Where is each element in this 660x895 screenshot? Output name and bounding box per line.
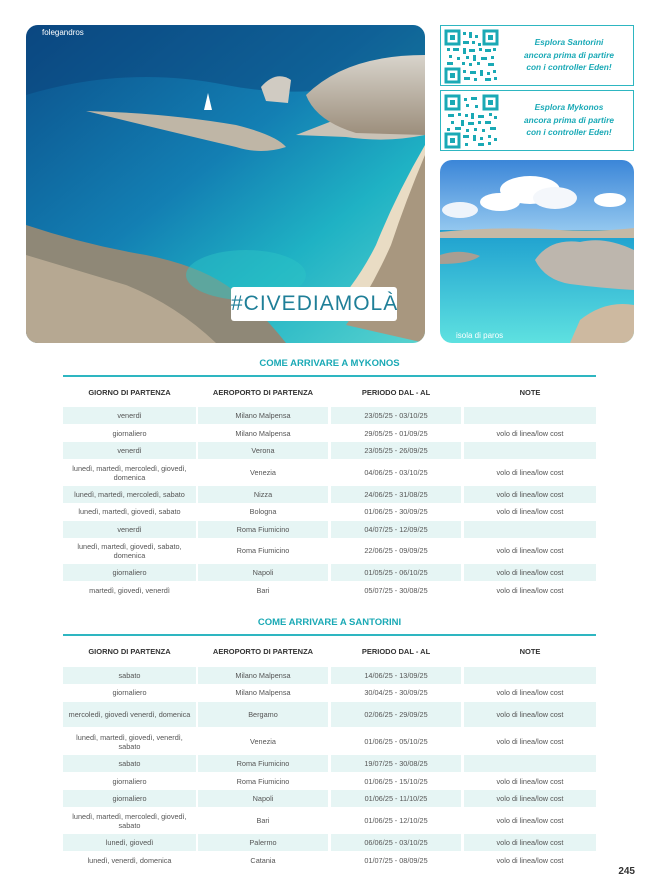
cell-airport: Nizza <box>198 486 328 503</box>
mykonos-table-header <box>63 388 596 404</box>
table-row <box>63 538 596 563</box>
table-row <box>63 564 596 581</box>
cell-period: 01/06/25 - 12/10/25 <box>364 816 428 825</box>
qr-box-mykonos[interactable] <box>440 90 634 151</box>
cell-period: 01/06/25 - 15/10/25 <box>364 777 428 786</box>
header-departure-airport: AEROPORTO DI PARTENZA <box>212 388 314 397</box>
cell-notes: volo di linea/low cost <box>464 564 596 581</box>
cell-airport: Bari <box>256 586 270 595</box>
cell-notes <box>464 442 596 459</box>
cell-period: 23/05/25 - 03/10/25 <box>331 407 461 424</box>
folegandros-caption: folegandros <box>42 28 84 37</box>
cell-period: 05/07/25 - 30/08/25 <box>364 586 428 595</box>
cell-airport: Napoli <box>198 564 328 581</box>
cell-notes: volo di linea/low cost <box>496 856 564 865</box>
cell-notes: volo di linea/low cost <box>496 507 564 516</box>
cell-departure-day: giornaliero <box>112 688 147 697</box>
table-row <box>63 834 596 851</box>
cell-period: 19/07/25 - 30/08/25 <box>331 755 461 772</box>
header-departure-airport: AEROPORTO DI PARTENZA <box>212 647 314 656</box>
table-row <box>63 755 596 772</box>
table-row <box>63 442 596 459</box>
cell-airport: Venezia <box>250 737 276 746</box>
cell-notes: volo di linea/low cost <box>496 586 564 595</box>
paros-caption: isola di paros <box>456 331 504 340</box>
cell-period: 06/06/25 - 03/10/25 <box>331 834 461 851</box>
cell-departure-day: lunedì, martedì, mercoledì, sabato <box>63 486 196 503</box>
cell-notes <box>464 407 596 424</box>
cell-airport: Milano Malpensa <box>198 667 328 684</box>
santorini-table-header <box>63 647 596 663</box>
paros-illustration <box>440 160 634 343</box>
cell-period: 01/06/25 - 05/10/25 <box>364 737 428 746</box>
header-notes: NOTE <box>519 647 541 656</box>
cell-notes <box>464 667 596 684</box>
table-row <box>63 486 596 503</box>
cell-notes: volo di linea/low cost <box>496 688 564 697</box>
table-row <box>63 729 596 754</box>
cell-airport: Bari <box>256 816 270 825</box>
cell-departure-day: martedì, giovedì, venerdì <box>89 586 170 595</box>
cell-period: 29/05/25 - 01/09/25 <box>364 429 428 438</box>
cell-period: 02/06/25 - 29/09/25 <box>331 702 461 727</box>
cell-period: 01/05/25 - 06/10/25 <box>331 564 461 581</box>
cell-airport: Roma Fiumicino <box>236 777 290 786</box>
cell-departure-day: lunedì, martedì, mercoledì, giovedì, domenica <box>72 463 187 482</box>
qr-text-santorini: Esplora Santorini ancora prima di partire con i controller Eden! <box>524 37 614 73</box>
cell-airport: Bologna <box>249 507 277 516</box>
cell-notes: volo di linea/low cost <box>464 702 596 727</box>
cell-departure-day: mercoledì, giovedì venerdì, domenica <box>63 702 196 727</box>
cell-period: 24/06/25 - 31/08/25 <box>331 486 461 503</box>
header-departure-day: GIORNO DI PARTENZA <box>88 388 171 397</box>
table-row <box>63 702 596 727</box>
folegandros-photo <box>26 25 425 343</box>
paros-photo <box>440 160 634 343</box>
header-notes: NOTE <box>519 388 541 397</box>
cell-departure-day: giornaliero <box>112 777 147 786</box>
cell-departure-day: lunedì, martedì, mercoledì, giovedì, sabato <box>72 811 187 830</box>
cell-notes: volo di linea/low cost <box>464 486 596 503</box>
santorini-divider <box>63 634 596 636</box>
cell-period: 01/06/25 - 11/10/25 <box>331 790 461 807</box>
cell-period: 04/06/25 - 03/10/25 <box>364 468 428 477</box>
cell-period: 01/06/25 - 30/09/25 <box>364 507 428 516</box>
header-period: PERIODO DAL - AL <box>361 647 431 656</box>
cell-departure-day: lunedì, venerdì, domenica <box>87 856 172 865</box>
cell-airport: Palermo <box>198 834 328 851</box>
cell-departure-day: lunedì, martedì, giovedì, sabato, domenica <box>77 541 182 560</box>
cell-notes: volo di linea/low cost <box>464 790 596 807</box>
cell-notes: volo di linea/low cost <box>496 816 564 825</box>
cell-departure-day: lunedì, martedì, giovedì, venerdì, sabato <box>76 732 183 751</box>
cell-period: 01/07/25 - 08/09/25 <box>364 856 428 865</box>
cell-airport: Roma Fiumicino <box>198 521 328 538</box>
table-row <box>63 460 596 485</box>
cell-airport: Milano Malpensa <box>198 407 328 424</box>
mykonos-divider <box>63 375 596 377</box>
cell-departure-day: venerdì <box>63 442 196 459</box>
cell-departure-day: venerdì <box>63 407 196 424</box>
cell-departure-day: lunedì, giovedì <box>63 834 196 851</box>
cell-notes: volo di linea/low cost <box>496 546 564 555</box>
cell-airport: Roma Fiumicino <box>198 755 328 772</box>
table-row <box>63 407 596 424</box>
table-row <box>63 667 596 684</box>
cell-notes: volo di linea/low cost <box>496 737 564 746</box>
cell-period: 30/04/25 - 30/09/25 <box>364 688 428 697</box>
mykonos-section-title: COME ARRIVARE A MYKONOS <box>259 358 400 369</box>
cell-departure-day: sabato <box>63 755 196 772</box>
santorini-section-title: COME ARRIVARE A SANTORINI <box>257 617 402 628</box>
cell-period: 14/06/25 - 13/09/25 <box>331 667 461 684</box>
cell-notes <box>464 755 596 772</box>
cell-period: 22/06/25 - 09/09/25 <box>364 546 428 555</box>
cell-airport: Verona <box>198 442 328 459</box>
cell-notes: volo di linea/low cost <box>496 429 564 438</box>
cell-departure-day: venerdì <box>63 521 196 538</box>
hashtag-badge: #CIVEDIAMOLÀ <box>231 287 397 321</box>
qr-text-mykonos: Esplora Mykonos ancora prima di partire con i controller Eden! <box>524 102 614 138</box>
table-row <box>63 773 596 790</box>
table-row <box>63 684 596 701</box>
cell-notes: volo di linea/low cost <box>496 468 564 477</box>
table-row <box>63 808 596 833</box>
cell-airport: Venezia <box>250 468 276 477</box>
cell-departure-day: giornaliero <box>63 564 196 581</box>
cell-notes: volo di linea/low cost <box>464 834 596 851</box>
cell-departure-day: giornaliero <box>112 429 147 438</box>
table-row <box>63 582 596 599</box>
cell-period: 23/05/25 - 26/09/25 <box>331 442 461 459</box>
cell-departure-day: lunedì, martedì, giovedì, sabato <box>78 507 181 516</box>
table-row <box>63 521 596 538</box>
table-row <box>63 425 596 442</box>
qr-code-icon[interactable] <box>444 29 499 84</box>
cell-notes <box>464 521 596 538</box>
cell-airport: Roma Fiumicino <box>236 546 290 555</box>
table-row <box>63 503 596 520</box>
qr-code-icon[interactable] <box>444 94 499 149</box>
header-period: PERIODO DAL - AL <box>361 388 431 397</box>
cell-airport: Catania <box>250 856 276 865</box>
cell-notes: volo di linea/low cost <box>496 777 564 786</box>
table-row <box>63 790 596 807</box>
cell-airport: Milano Malpensa <box>235 429 291 438</box>
cell-departure-day: giornaliero <box>63 790 196 807</box>
qr-box-santorini[interactable] <box>440 25 634 86</box>
cell-departure-day: sabato <box>63 667 196 684</box>
table-row <box>63 852 596 869</box>
page-number: 245 <box>618 866 635 877</box>
cell-airport: Milano Malpensa <box>235 688 291 697</box>
cell-airport: Bergamo <box>198 702 328 727</box>
cell-airport: Napoli <box>198 790 328 807</box>
cell-period: 04/07/25 - 12/09/25 <box>331 521 461 538</box>
header-departure-day: GIORNO DI PARTENZA <box>88 647 171 656</box>
